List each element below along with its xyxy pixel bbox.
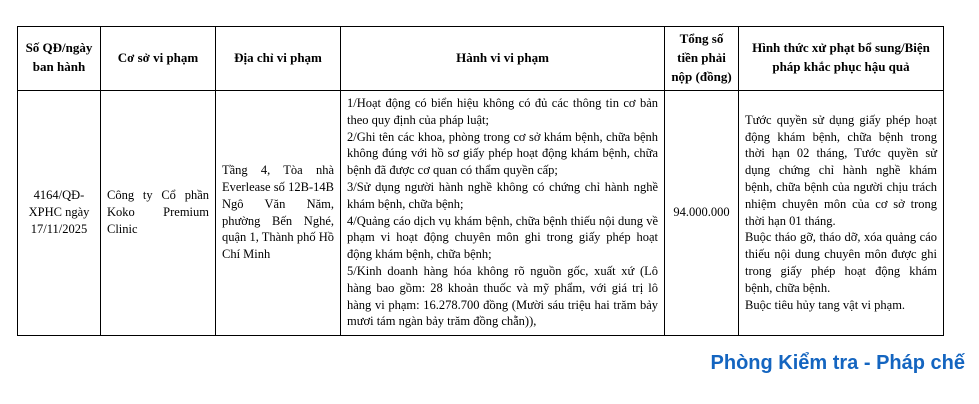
cell-decision-number: 4164/QĐ-XPHC ngày 17/11/2025 bbox=[18, 90, 101, 335]
cell-violations bbox=[341, 90, 665, 335]
header-decision-number: Số QĐ/ngày ban hành bbox=[18, 27, 101, 91]
cell-amount-due: 94.000.000 bbox=[665, 90, 739, 335]
header-address: Địa chỉ vi phạm bbox=[216, 27, 341, 91]
table-header-row bbox=[18, 27, 944, 91]
violation-item: 3/Sử dụng người hành nghề không có chứng chỉ hành nghề khám bệnh, chữa bệnh; bbox=[347, 179, 658, 211]
header-establishment: Cơ sở vi phạm bbox=[101, 27, 216, 91]
cell-sanctions bbox=[739, 90, 944, 335]
header-amount-due: Tổng số tiền phải nộp (đồng) bbox=[665, 27, 739, 91]
violation-item: 4/Quảng cáo dịch vụ khám bệnh, chữa bệnh thiếu nội dung về phạm vi hoạt động chuyên môn ghi trong giấy phép hoạt động khám bệnh, chữa bệnh; bbox=[347, 213, 658, 262]
sanction-item: Buộc tháo gỡ, tháo dỡ, xóa quảng cáo thiếu nội dung chuyên môn được ghi trong giấy phép hoạt động khám bệnh, chữa bệnh. bbox=[745, 230, 937, 295]
violation-table bbox=[17, 26, 944, 336]
cell-address: Tầng 4, Tòa nhà Everlease số 12B-14B Ngô Văn Năm, phường Bến Nghé, quận 1, Thành phố Hồ Chí Minh bbox=[216, 90, 341, 335]
sanction-item: Tước quyền sử dụng giấy phép hoạt động khám bệnh, chữa bệnh trong thời hạn 02 tháng, Tước quyền sử dụng chứng chỉ hành nghề khám bệnh, chữa bệnh của người chịu trách nhiệm chuyên môn của cơ sở trong thời hạn 01 tháng. bbox=[745, 112, 937, 228]
violation-item: 5/Kinh doanh hàng hóa không rõ nguồn gốc, xuất xứ (Lô hàng bao gồm: 28 khoản thuốc và mỹ phẩm, với giá trị lô hàng vi phạm: 16.278.700 đồng (Mười sáu triệu hai trăm bảy mươi tám ngàn bảy trăm đồng chẵn)), bbox=[347, 263, 658, 329]
violation-item: 1/Hoạt động có biển hiệu không có đủ các thông tin cơ bản theo quy định của pháp luật; bbox=[347, 95, 658, 127]
cell-establishment: Công ty Cổ phần Koko Premium Clinic bbox=[101, 90, 216, 335]
table-row bbox=[18, 90, 944, 335]
footer-department-label: Phòng Kiểm tra - Pháp chế bbox=[710, 352, 965, 374]
sanction-item: Buộc tiêu hủy tang vật vi phạm. bbox=[745, 297, 906, 312]
header-sanctions: Hình thức xử phạt bổ sung/Biện pháp khắc phục hậu quả bbox=[739, 27, 944, 91]
violation-item: 2/Ghi tên các khoa, phòng trong cơ sở khám bệnh, chữa bệnh không đúng với hồ sơ giấy phép hoạt động khám bệnh, chữa bệnh đã được cơ quan có thẩm quyền cấp; bbox=[347, 129, 658, 178]
header-violations: Hành vi vi phạm bbox=[341, 27, 665, 91]
